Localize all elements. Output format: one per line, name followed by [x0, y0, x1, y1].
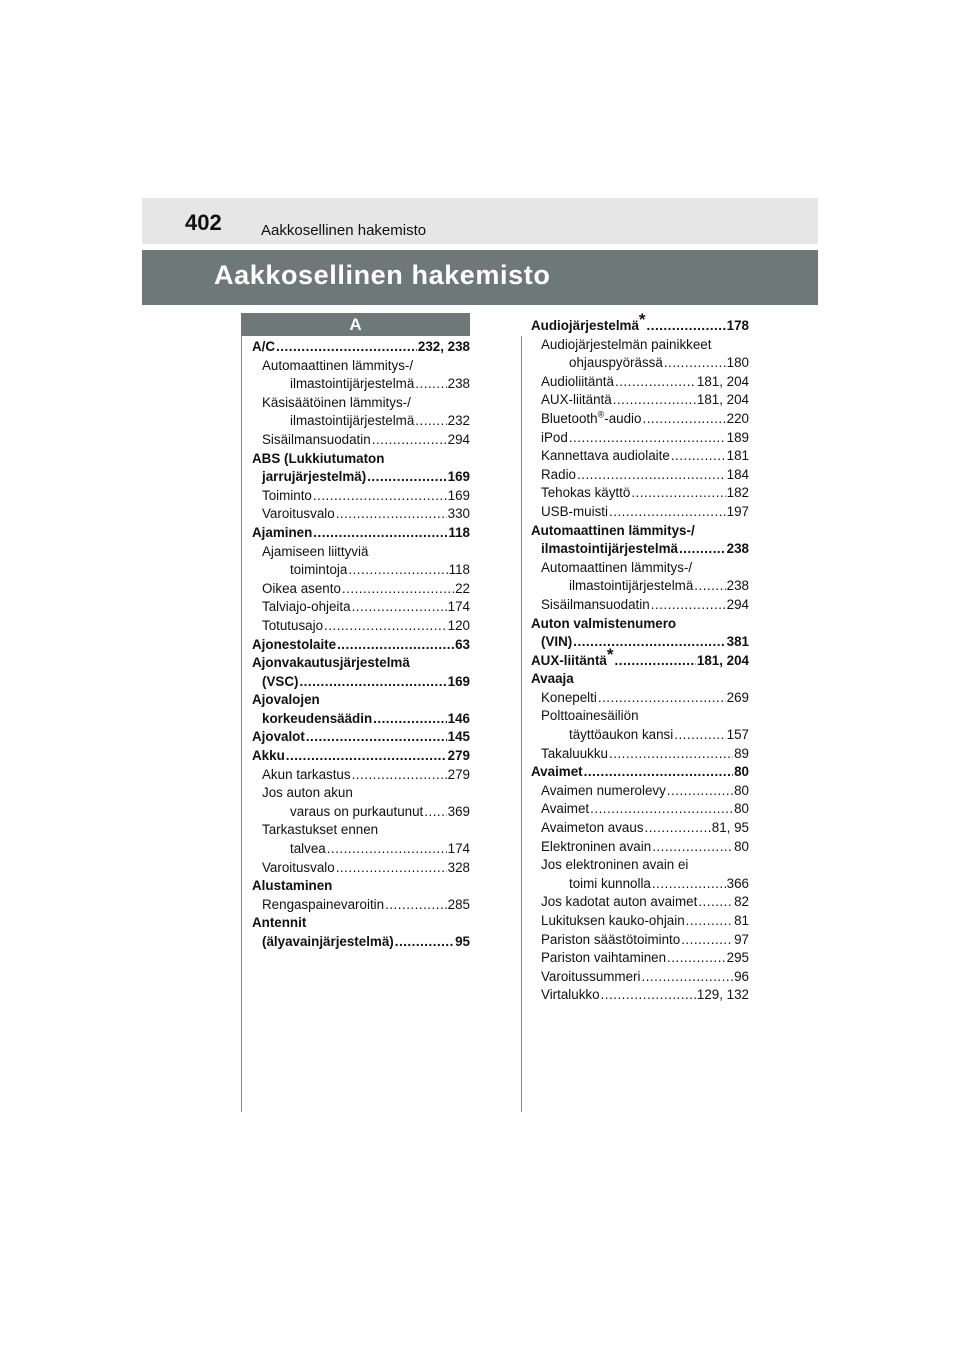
index-entry — [531, 540, 749, 559]
page-reference: 169 — [447, 673, 470, 689]
index-term: Toiminto — [262, 487, 312, 503]
index-term: AUX-liitäntä* — [531, 644, 614, 668]
index-term: toimi kunnolla — [569, 875, 651, 891]
index-term: Audiojärjestelmä* — [531, 310, 646, 333]
dot-leader — [609, 503, 726, 522]
page-reference: 80 — [734, 838, 749, 854]
page-reference: 22 — [455, 580, 470, 596]
dot-leader — [642, 410, 725, 429]
page-reference: 178 — [726, 318, 749, 333]
page-reference: 181, 204 — [696, 652, 749, 668]
page-reference: 118 — [448, 562, 470, 578]
page-reference: 285 — [447, 896, 470, 912]
page-reference: 97 — [734, 931, 749, 947]
index-entry — [252, 505, 470, 524]
page-reference: 330 — [447, 506, 470, 522]
index-entry — [531, 615, 749, 634]
dot-leader — [694, 577, 725, 596]
page-reference: 181, 204 — [696, 392, 749, 408]
index-entry — [252, 357, 470, 376]
page-reference: 129, 132 — [696, 987, 749, 1003]
index-entry — [252, 933, 470, 952]
index-entry — [531, 484, 749, 503]
index-term: (älyavainjärjestelmä) — [262, 934, 394, 949]
dot-leader — [679, 540, 726, 559]
dot-leader — [352, 598, 447, 617]
dot-leader — [373, 710, 447, 729]
right-column-rule — [521, 336, 522, 1112]
page-reference: 181 — [726, 448, 749, 464]
page-reference: 295 — [726, 950, 749, 966]
dot-leader — [667, 949, 726, 968]
dot-leader — [651, 596, 726, 615]
dot-leader — [573, 633, 725, 652]
index-term: ohjauspyörässä — [569, 355, 663, 371]
index-term: Totutusajo — [262, 617, 324, 633]
page-reference: 197 — [726, 503, 749, 519]
page-reference: 181, 204 — [696, 373, 749, 389]
dot-leader — [276, 338, 417, 357]
index-term: Polttoainesäiliön — [541, 708, 639, 724]
page-reference: 145 — [447, 729, 470, 745]
page-reference: 238 — [447, 376, 470, 392]
page-reference: 95 — [455, 934, 470, 949]
index-term: iPod — [541, 429, 568, 445]
index-entry — [531, 726, 749, 745]
index-term: Automaattinen lämmitys-/ — [541, 559, 693, 575]
left-column-rule — [241, 336, 242, 1112]
index-term: AUX-liitäntä — [541, 392, 612, 408]
index-term: Antennit — [252, 915, 307, 931]
index-entry — [252, 375, 470, 394]
index-term: Avaimet — [531, 764, 583, 780]
index-term: ABS (Lukkiutumaton — [252, 450, 385, 466]
page-reference: 80 — [734, 801, 749, 817]
dot-leader — [667, 782, 733, 801]
dot-leader — [336, 859, 447, 878]
index-entry — [252, 877, 470, 896]
index-term: jarrujärjestelmä) — [262, 469, 367, 485]
index-term: Akun tarkastus — [262, 766, 351, 782]
dot-leader — [424, 803, 446, 822]
index-term: ilmastointijärjestelmä — [290, 413, 415, 429]
dot-leader — [569, 429, 726, 448]
page-reference: 174 — [447, 599, 470, 615]
page-reference: 81, 95 — [711, 820, 749, 836]
index-term: Varoitussummeri — [541, 968, 641, 984]
index-term: (VSC) — [262, 673, 299, 689]
index-term: Tarkastukset ennen — [262, 822, 379, 838]
index-term: Tehokas käyttö — [541, 485, 631, 501]
page-reference: 294 — [726, 596, 749, 612]
dot-leader — [613, 391, 696, 410]
dot-leader — [615, 373, 696, 392]
index-term: Ajovalot — [252, 729, 305, 745]
page-reference: 279 — [447, 748, 470, 764]
index-entry — [531, 644, 749, 671]
page-reference: 146 — [447, 710, 470, 726]
index-term: USB-muisti — [541, 503, 608, 519]
index-entry — [252, 914, 470, 933]
index-entry — [531, 466, 749, 485]
dot-leader — [577, 466, 726, 485]
index-term: Pariston säästötoiminto — [541, 931, 681, 947]
index-entry — [252, 821, 470, 840]
index-entry — [531, 503, 749, 522]
dot-leader — [647, 317, 726, 336]
dot-leader — [631, 484, 725, 503]
index-entry — [531, 596, 749, 615]
index-entry — [531, 782, 749, 801]
index-term: Avaaja — [531, 671, 574, 687]
page-reference: 189 — [726, 429, 749, 445]
dot-leader — [590, 800, 733, 819]
dot-leader — [641, 968, 733, 987]
index-entry — [252, 840, 470, 859]
page-reference: 180 — [726, 355, 749, 371]
page-reference: 118 — [448, 524, 470, 540]
index-term: Ajonestolaite — [252, 636, 337, 652]
index-entry — [531, 577, 749, 596]
index-entry — [252, 394, 470, 413]
dot-leader — [609, 745, 733, 764]
page-title: Aakkosellinen hakemisto — [214, 260, 551, 290]
dot-leader — [327, 840, 447, 859]
header-band — [142, 198, 818, 244]
index-entry — [252, 710, 470, 729]
index-term: Konepelti — [541, 689, 597, 705]
index-entry — [252, 561, 470, 580]
index-entry — [531, 429, 749, 448]
dot-leader — [306, 728, 447, 747]
index-entry — [252, 766, 470, 785]
index-term: Kannettava audiolaite — [541, 448, 670, 464]
index-term: Ajovalojen — [252, 692, 320, 708]
index-term: A/C — [252, 339, 276, 354]
index-entry — [531, 522, 749, 541]
index-term: Audioliitäntä — [541, 373, 614, 389]
index-entry — [531, 373, 749, 392]
index-entry — [252, 803, 470, 822]
index-entry — [252, 636, 470, 655]
index-term: Takaluukku — [541, 745, 608, 761]
index-entry — [531, 875, 749, 894]
index-term: Elektroninen avain — [541, 838, 652, 854]
page-reference: 238 — [726, 541, 749, 557]
index-column-right — [531, 310, 749, 1005]
index-entry — [531, 763, 749, 782]
page-reference: 269 — [726, 689, 749, 705]
index-entry — [252, 896, 470, 915]
index-entry — [531, 410, 749, 429]
page-reference: 279 — [447, 766, 470, 782]
index-entry — [531, 949, 749, 968]
dot-leader — [415, 412, 446, 431]
dot-leader — [601, 986, 696, 1005]
index-entry — [531, 986, 749, 1005]
index-entry — [531, 745, 749, 764]
index-term: Avaimet — [541, 801, 590, 817]
dot-leader — [324, 617, 447, 636]
dot-leader — [395, 933, 454, 952]
index-entry — [252, 654, 470, 673]
index-term: (VIN) — [541, 634, 573, 650]
page-reference: 328 — [447, 859, 470, 875]
index-entry — [252, 617, 470, 636]
index-entry — [531, 838, 749, 857]
index-term: Automaattinen lämmitys-/ — [262, 357, 414, 373]
index-entry — [531, 391, 749, 410]
dot-leader — [652, 875, 726, 894]
index-entry — [531, 689, 749, 708]
page-reference: 80 — [734, 764, 749, 780]
dot-leader — [415, 375, 446, 394]
index-term: Sisäilmansuodatin — [541, 596, 650, 612]
running-head: Aakkosellinen hakemisto — [261, 222, 427, 239]
index-term: varaus on purkautunut — [290, 803, 424, 819]
index-entry — [252, 524, 470, 543]
index-entry — [531, 336, 749, 355]
index-term: Sisäilmansuodatin — [262, 431, 371, 447]
index-term: Automaattinen lämmitys-/ — [531, 522, 695, 538]
page-reference: 80 — [734, 782, 749, 798]
dot-leader — [348, 561, 447, 580]
dot-leader — [674, 726, 725, 745]
index-term: korkeudensäädin — [262, 710, 373, 726]
index-entry — [531, 800, 749, 819]
dot-leader — [644, 819, 710, 838]
index-term: Talviajo-ohjeita — [262, 599, 351, 615]
index-entry — [252, 468, 470, 487]
index-term: Radio — [541, 466, 576, 482]
section-letter-a: A — [241, 313, 470, 336]
index-entry — [531, 931, 749, 950]
page-reference: 232 — [447, 413, 470, 429]
index-entry — [531, 310, 749, 336]
index-term: Avaimeton avaus — [541, 820, 644, 836]
page-number: 402 — [185, 210, 222, 235]
index-term: Oikea asento — [262, 580, 341, 596]
dot-leader — [652, 838, 733, 857]
dot-leader — [352, 766, 447, 785]
page-reference: 82 — [734, 894, 749, 910]
index-term: toimintoja — [290, 562, 348, 578]
page-reference: 157 — [726, 727, 749, 743]
index-term: Jos kadotat auton avaimet — [541, 894, 698, 910]
index-term: Akku — [252, 748, 285, 764]
index-term: Varoitusvalo — [262, 859, 335, 875]
dot-leader — [313, 487, 447, 506]
index-entry — [531, 968, 749, 987]
index-term: Varoitusvalo — [262, 506, 335, 522]
index-entry — [531, 856, 749, 875]
dot-leader — [342, 580, 454, 599]
index-term: ilmastointijärjestelmä — [569, 578, 694, 594]
page-reference: 63 — [455, 636, 470, 652]
page-reference: 238 — [726, 578, 749, 594]
index-term: Jos auton akun — [262, 785, 353, 801]
dot-leader — [698, 893, 733, 912]
index-entry — [531, 670, 749, 689]
index-entry — [252, 543, 470, 562]
index-entry — [252, 859, 470, 878]
dot-leader — [313, 524, 447, 543]
index-entry — [531, 912, 749, 931]
page-reference: 184 — [726, 466, 749, 482]
page-reference: 169 — [447, 487, 470, 503]
page-reference: 120 — [447, 617, 470, 633]
dot-leader — [615, 652, 696, 671]
index-term: Auton valmistenumero — [531, 615, 677, 631]
page-reference: 174 — [447, 841, 470, 857]
index-entry — [531, 559, 749, 578]
page-reference: 294 — [447, 431, 470, 447]
page-reference: 96 — [734, 968, 749, 984]
index-term: talvea — [290, 841, 326, 857]
dot-leader — [372, 431, 447, 450]
index-entry — [531, 893, 749, 912]
index-entry — [531, 447, 749, 466]
page-reference: 220 — [726, 410, 749, 426]
index-entry — [252, 691, 470, 710]
dot-leader — [681, 931, 733, 950]
index-term: Pariston vaihtaminen — [541, 950, 667, 966]
dot-leader — [286, 747, 447, 766]
index-column-left — [252, 338, 470, 952]
index-term: Ajamiseen liittyviä — [262, 543, 369, 559]
index-entry — [252, 728, 470, 747]
index-term: ilmastointijärjestelmä — [541, 541, 678, 557]
page-reference: 381 — [726, 634, 749, 650]
index-term: Ajonvakautusjärjestelmä — [252, 655, 410, 671]
index-term: täyttöaukon kansi — [569, 727, 674, 743]
dot-leader — [686, 912, 733, 931]
dot-leader — [584, 763, 733, 782]
index-entry — [252, 412, 470, 431]
page-reference: 182 — [726, 485, 749, 501]
page-reference: 366 — [726, 875, 749, 891]
index-term: Avaimen numerolevy — [541, 782, 666, 798]
dot-leader — [337, 636, 454, 655]
index-entry — [252, 431, 470, 450]
dot-leader — [336, 505, 447, 524]
index-entry — [531, 633, 749, 652]
index-term: Virtalukko — [541, 987, 600, 1003]
index-term: Rengaspainevaroitin — [262, 896, 385, 912]
index-entry — [252, 747, 470, 766]
index-term: Ajaminen — [252, 524, 313, 540]
index-entry — [531, 354, 749, 373]
page-reference: 369 — [447, 803, 470, 819]
index-term: Lukituksen kauko-ohjain — [541, 913, 685, 928]
index-term: Jos elektroninen avain ei — [541, 857, 689, 873]
index-entry — [252, 784, 470, 803]
index-term: Audiojärjestelmän painikkeet — [541, 336, 712, 352]
index-term: Alustaminen — [252, 878, 333, 894]
index-entry — [252, 450, 470, 469]
dot-leader — [598, 689, 726, 708]
page-reference: 169 — [447, 469, 470, 485]
page-reference: 89 — [734, 745, 749, 761]
index-term: Käsisäätöinen lämmitys-/ — [262, 394, 411, 410]
index-term: Bluetooth®-audio — [541, 409, 642, 426]
dot-leader — [385, 896, 447, 915]
index-entry — [252, 673, 470, 692]
index-entry — [531, 707, 749, 726]
index-entry — [252, 338, 470, 357]
index-entry — [531, 819, 749, 838]
index-term: ilmastointijärjestelmä — [290, 376, 415, 392]
index-entry — [252, 487, 470, 506]
dot-leader — [299, 673, 446, 692]
dot-leader — [671, 447, 726, 466]
page-reference: 232, 238 — [417, 339, 470, 354]
page-reference: 81 — [734, 913, 749, 928]
index-entry — [252, 580, 470, 599]
index-entry — [252, 598, 470, 617]
dot-leader — [664, 354, 726, 373]
dot-leader — [367, 468, 446, 487]
